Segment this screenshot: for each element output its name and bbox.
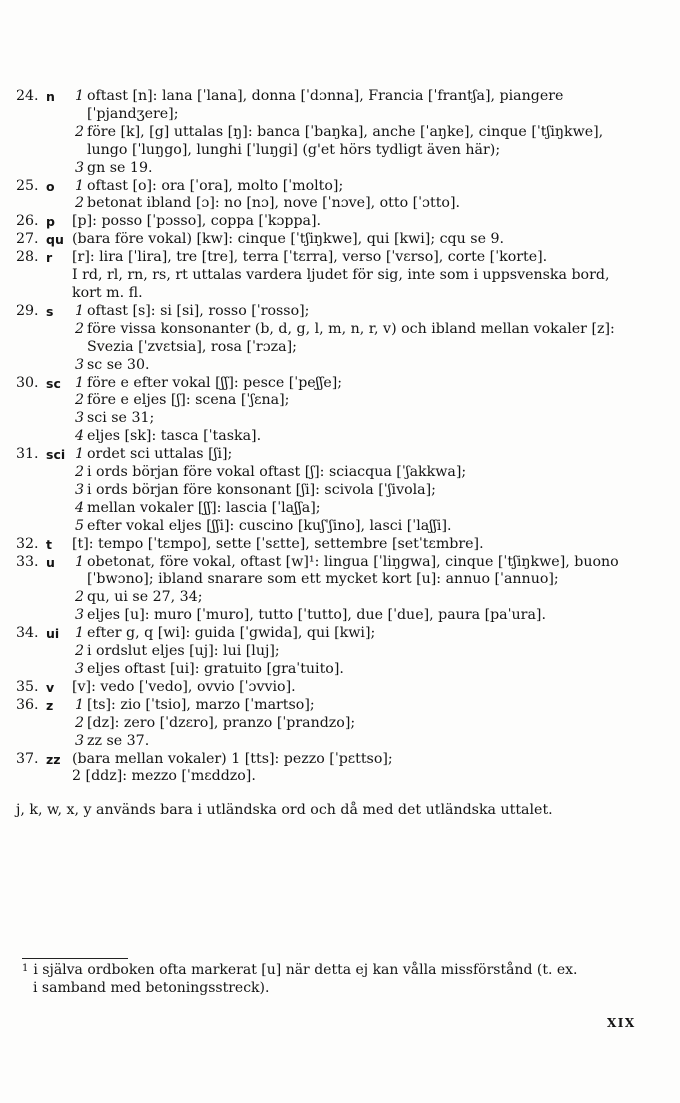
entry-subitem [72,697,636,715]
subitem-text: oftast [s]: si [si], rosso [ˈrosso]; [87,302,310,319]
subitem-number: 1 [74,446,85,463]
entry-number: 27. [16,231,39,248]
subitem-number: 1 [74,177,85,194]
subitem-text: oftast [o]: ora [ˈora], molto [ˈmolto]; [87,177,344,194]
entry-number: 35. [16,678,39,695]
subitem-text: i ords början före vokal oftast [ʃ]: sciacqua [ˈʃakkwa]; [87,464,467,481]
subitem-text: ordet sci uttalas [ʃi]; [87,446,233,463]
entry-subitem [72,231,636,249]
subitem-text: [v]: vedo [ˈvedo], ovvio [ˈɔvvio]. [72,678,296,695]
entry-subitem [72,160,636,178]
entry-subitem [72,500,636,518]
entry-number: 36. [16,696,39,713]
subitem-text: i ordslut eljes [uj]: lui [luj]; [87,643,280,660]
subitem-text: zz se 37. [87,732,150,749]
entry-number: 25. [16,177,39,194]
subitem-text: före e efter vokal [ʃʃ]: pesce [ˈpeʃʃe]; [87,374,343,391]
entry-subitem [72,751,636,769]
subitem-text: (bara före vokal) [kw]: cinque [ˈtʃiŋkwe], qui [kwi]; cqu se 9. [72,231,505,248]
subitem-number: 4 [74,428,85,445]
entry [16,625,636,679]
pronunciation-entry-list [16,88,636,786]
entry-subitem [72,607,636,625]
entry-number: 30. [16,374,39,391]
entry-letter: sc [46,375,61,391]
entry-number: 32. [16,535,39,552]
entry-letter: v [46,679,55,695]
entry [16,554,636,626]
entry-subitem [72,554,636,590]
entry [16,178,636,214]
footnote-line-1: i själva ordboken ofta markerat [u] när detta ej kan vålla missförstånd (t. ex. [33,962,578,978]
subitem-text: efter g, q [wi]: guida [ˈgwida], qui [kwi]; [87,625,376,642]
entry-subitem [72,643,636,661]
entry-body [72,88,636,178]
footnote-marker: 1 [22,963,29,974]
entry-number: 29. [16,302,39,319]
entry-body [72,679,636,697]
entry [16,231,636,249]
subitem-text: i ords början före konsonant [ʃi]: scivola [ˈʃivola]; [87,481,436,498]
entry-body [72,213,636,231]
footnote-line-2: i samband med betoningsstreck). [33,980,270,996]
entry-subitem [72,303,636,321]
entry-subitem [72,589,636,607]
entry-letter: zz [46,751,61,767]
entry-letter: o [46,178,55,194]
subitem-number: 2 [74,123,85,140]
entry-body [72,303,636,375]
entry-number: 33. [16,553,39,570]
entry-letter: t [46,536,52,552]
subitem-text: före [k], [g] uttalas [ŋ]: banca [ˈbaŋka], anche [ˈaŋke], cinque [ˈtʃiŋkwe], lungo [ˈluŋgo], lunghi [ˈluŋgi] (g'et hörs tydligt även här); [87,123,604,158]
entry-letter: qu [46,232,64,248]
subitem-text: qu, ui se 27, 34; [87,589,203,606]
entry-number: 31. [16,446,39,463]
entry-subitem [72,195,636,213]
subitem-number: 1 [74,88,85,104]
entry [16,303,636,375]
entry-body [72,446,636,536]
entry-number: 24. [16,88,39,104]
entry-subitem [72,124,636,160]
entry-body [72,697,636,751]
subitem-number: 2 [74,320,85,337]
entry-subitem [72,321,636,357]
entry [16,697,636,751]
subitem-text: I rd, rl, rn, rs, rt uttalas vardera ljudet för sig, inte som i uppsvenska bord, kort m. fl. [72,267,610,301]
entry-subitem [72,213,636,231]
subitem-number: 1 [74,374,85,391]
entry-subitem [72,375,636,393]
entry-subitem [72,661,636,679]
subitem-text: 2 [ddz]: mezzo [ˈmɛddzo]. [72,768,256,785]
entry-body [72,751,636,787]
entry-letter: n [46,89,55,104]
subitem-number: 3 [74,159,85,176]
subitem-text: [dz]: zero [ˈdzɛro], pranzo [ˈprandzo]; [87,714,356,731]
entry-body [72,554,636,626]
entry-body [72,231,636,249]
entry-subitem [72,518,636,536]
footnote-divider [22,958,128,959]
subitem-number: 2 [74,643,85,660]
subitem-text: efter vokal eljes [ʃʃi]: cuscino [kuʃˈʃino], lasci [ˈlaʃʃi]. [87,517,452,534]
subitem-text: obetonat, före vokal, oftast [w]¹: lingua [ˈliŋgwa], cinque [ˈtʃiŋkwe], buono [ˈbwɔno]; ibland snarare som ett mycket kort [u]: annuo [ˈannuo]; [87,553,619,588]
entry-subitem [72,464,636,482]
subitem-number: 5 [74,517,85,534]
entry-subitem [72,249,636,267]
entry [16,213,636,231]
entry-subitem [72,768,636,786]
entry-body [72,249,636,303]
subitem-text: [ts]: zio [ˈtsio], marzo [ˈmartso]; [87,696,315,713]
subitem-number: 3 [74,356,85,373]
subitem-text: sci se 31; [87,410,155,427]
subitem-text: (bara mellan vokaler) 1 [tts]: pezzo [ˈpɛttso]; [72,750,393,767]
subitem-text: [p]: posso [ˈpɔsso], coppa [ˈkɔppa]. [72,213,322,230]
entry [16,679,636,697]
entry [16,249,636,303]
entry-subitem [72,392,636,410]
subitem-text: sc se 30. [87,356,150,373]
subitem-text: före e eljes [ʃ]: scena [ˈʃɛna]; [87,392,290,409]
entry-subitem [72,715,636,733]
subitem-number: 3 [74,481,85,498]
entry-number: 28. [16,249,39,266]
subitem-number: 2 [74,195,85,212]
subitem-number: 3 [74,661,85,677]
foreign-letters-note: j, k, w, x, y används bara i utländska ord och då med det utländska uttalet. [16,802,553,818]
subitem-number: 4 [74,499,85,516]
entry-body [72,536,636,554]
entry-subitem [72,410,636,428]
subitem-number: 1 [74,302,85,319]
footnote [22,960,637,997]
subitem-text: eljes [u]: muro [ˈmuro], tutto [ˈtutto], due [ˈdue], paura [paˈura]. [87,607,546,624]
entry-subitem [72,482,636,500]
subitem-text: eljes oftast [ui]: gratuito [graˈtuito]. [87,661,344,677]
subitem-text: gn se 19. [87,159,153,176]
subitem-text: mellan vokaler [ʃʃ]: lascia [ˈlaʃʃa]; [87,499,321,516]
entry-letter: ui [46,626,60,642]
subitem-number: 1 [74,625,85,642]
entry-subitem [72,446,636,464]
entry-subitem [72,267,636,303]
entry-letter: sci [46,447,66,463]
subitem-number: 2 [74,589,85,606]
entry-letter: u [46,554,55,570]
subitem-text: betonat ibland [ɔ]: no [nɔ], nove [ˈnɔve], otto [ˈɔtto]. [87,195,460,212]
subitem-number: 2 [74,392,85,409]
entry-subitem [72,178,636,196]
subitem-number: 3 [74,732,85,749]
subitem-number: 3 [74,607,85,624]
entry [16,536,636,554]
subitem-text: oftast [n]: lana [ˈlana], donna [ˈdɔnna], Francia [ˈfrantʃa], piangere [ˈpjandʒere]; [87,88,564,122]
entry-body [72,178,636,214]
subitem-number: 2 [74,464,85,481]
entry-subitem [72,679,636,697]
entry-subitem [72,625,636,643]
entry [16,88,636,178]
entry [16,751,636,787]
subitem-number: 2 [74,714,85,731]
entry-number: 37. [16,750,39,767]
page-number: XIX [607,1016,636,1030]
subitem-number: 1 [74,696,85,713]
entry-letter: z [46,697,54,713]
entry-number: 26. [16,213,39,230]
entry-letter: r [46,250,53,266]
subitem-text: [t]: tempo [ˈtɛmpo], sette [ˈsɛtte], settembre [setˈtɛmbre]. [72,535,484,552]
entry-body [72,375,636,447]
entry-subitem [72,88,636,124]
entry-subitem [72,536,636,554]
subitem-text: [r]: lira [ˈlira], tre [tre], terra [ˈtɛrra], verso [ˈvɛrso], corte [ˈkorte]. [72,249,548,266]
entry-subitem [72,733,636,751]
entry-letter: s [46,303,54,319]
entry [16,446,636,536]
entry-body [72,625,636,679]
entry-letter: p [46,214,55,230]
entry-subitem [72,357,636,375]
entry-subitem [72,428,636,446]
entry-number: 34. [16,625,39,642]
subitem-text: före vissa konsonanter (b, d, g, l, m, n, r, v) och ibland mellan vokaler [z]: Svezia [ˈzvɛtsia], rosa [ˈrɔza]; [87,320,615,355]
subitem-text: eljes [sk]: tasca [ˈtaska]. [87,428,262,445]
entry [16,375,636,447]
subitem-number: 3 [74,410,85,427]
subitem-number: 1 [74,553,85,570]
